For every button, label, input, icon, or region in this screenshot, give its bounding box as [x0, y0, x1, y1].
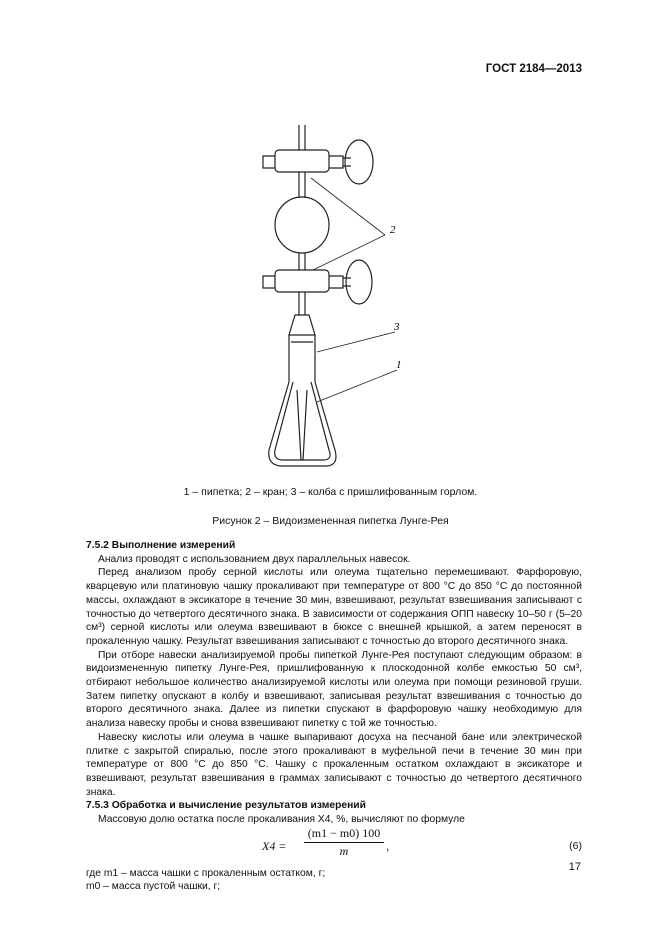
formula-denominator: m [339, 844, 349, 859]
section-heading-752: 7.5.2 Выполнение измерений [86, 540, 236, 551]
page-number: 17 [568, 861, 581, 873]
document-number: ГОСТ 2184—2013 [485, 63, 582, 75]
formula-lhs: X4 = [262, 838, 287, 853]
paragraph-3: При отборе навески анализируемой пробы пипеткой Лунге-Рея поступают следующим образом: в видоизмененную пипетку Лунге-Рея, пришлифованную к плоскодонной колбе емкостью 50 см³, отбирают небольшое количество анализируемой кислоты или олеума при помощи резиновой груши. Затем пипетку опускают в колбу и взвешивают, записывая результат взвешивания с точностью до второго десятичного знака. Далее из пипетки спускают в фарфоровую чашку необходимую для анализа навеску пробы и снова взвешивают пипетку с той же точностью. [86, 649, 582, 730]
paragraph-4: Навеску кислоты или олеума в чашке выпаривают досуха на песчаной бане или электрической плитке с закрытой спиралью, после этого прокаливают в муфельной печи в течение 30 мин при температуре от 800 °С до 850 °С. Чашку с прокаленным остатком охлаждают в эксикаторе и взвешивают, результат взвешивания в граммах записывают с точностью до четвертого десятичного знака. [86, 731, 582, 798]
paragraph-1: Анализ проводят с использованием двух параллельных навесок. [98, 553, 411, 565]
figure-title: Рисунок 2 – Видоизмененная пипетка Лунге-Рея [212, 515, 449, 527]
figure-legend: 1 – пипетка; 2 – кран; 3 – колба с пришлифованным горлом. [183, 486, 478, 498]
where-m0: m0 – масса пустой чашки, г; [86, 881, 221, 893]
formula-fraction [304, 827, 384, 859]
formula-numerator: (m1 − m0) 100 [304, 827, 384, 844]
callout-2: 2 [390, 224, 396, 236]
callout-3: 3 [394, 321, 400, 333]
formula-intro: Массовую долю остатка после прокаливания X4, %, вычисляют по формуле [98, 814, 465, 826]
section-heading-753: 7.5.3 Обработка и вычисление результатов измерений [86, 800, 366, 812]
where-m1: где m1 – масса чашки с прокаленным остатком, г; [86, 867, 326, 879]
formula-6: X4 = $\frac{(m1 - m0) 100}{m}$ , (6) [262, 825, 582, 859]
lunge-rey-pipette-drawing [255, 120, 415, 480]
paragraph-2: Перед анализом пробу серной кислоты или олеума тщательно перемешивают. Фарфоровую, кварцевую или платиновую чашку прокаливают при температуре от 800 °С до 850 °С до постоянной массы, охлаждают в эксикаторе в течение 30 мин, взвешивают, результат взвешивания записывают с точностью до четвертого десятичного знака. В зависимости от содержания ОПП навеску 10–50 г (5–20 см³) серной кислоты или олеума взвешивают в бюксе с внешней крышкой, а затем переносят в прокаленную чашку. Результат взвешивания записывают с точностью до второго десятичного знака. [86, 567, 582, 647]
body-text [86, 539, 582, 894]
callout-1: 1 [396, 359, 402, 371]
pipette-figure [255, 120, 415, 480]
formula-number: (6) [569, 839, 582, 852]
